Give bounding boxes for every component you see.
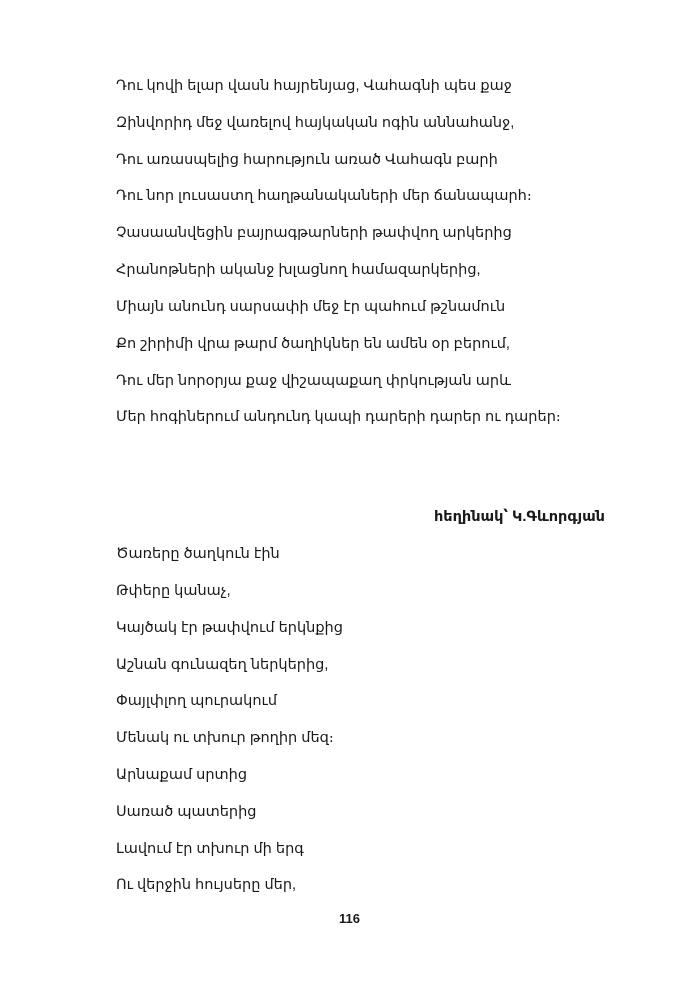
poem1-line-3: Դու առասպելից հարություն առած Վահագն բարի — [116, 152, 498, 168]
poem1-line-8: Քո շիրիմի վրա թարմ ծաղիկներ են ամեն օր բերում, — [116, 336, 510, 352]
poem1-line-10: Մեր հոգիներում անդունդ կապի դարերի դարեր ու դարեր։ — [116, 409, 561, 425]
poem2-line-8: Սառած պատերից — [116, 804, 257, 820]
poem1-line-5: Չասաանվեցին բայրագթարների թափվող արկերից — [116, 225, 512, 241]
poem1-line-4: Դու նոր լուսաստղ հաղթանակաների մեր ճանապարհ։ — [116, 188, 532, 204]
poem1-line-6: Հրանոթների ականջ խլացնող համազարկերից, — [116, 262, 481, 278]
poem1-line-7: Միայն անունդ սարսափի մեջ էր պահում թշնամուն — [116, 299, 506, 315]
poem2-line-7: Արնաքամ սրտից — [116, 767, 248, 783]
poem2-line-2: Թփերը կանաչ, — [116, 583, 231, 599]
poem1-line-9: Դու մեր նորօրյա քաջ վիշապաքաղ փրկության արև — [116, 373, 511, 389]
poem2-line-6: Մենակ ու տխուր թողիր մեզ։ — [116, 730, 334, 746]
page-number: 116 — [339, 911, 360, 926]
poem2-line-9: Լավում էր տխուր մի երգ — [116, 841, 304, 857]
poem1-line-2: Զինվորիդ մեջ վառելով հայկական ոգին աննահանջ, — [116, 115, 515, 131]
author-attribution: հեղինակ՝ Կ.Գևորգյան — [433, 509, 605, 525]
poem1-line-1: Դու կովի ելար վասն հայրենյաց, Վահագնի պես քաջ — [116, 78, 512, 94]
poem2-line-10: Ու վերջին հույսերը մեր, — [116, 877, 297, 893]
poem2-line-4: Աշնան գունազեղ ներկերից, — [116, 657, 329, 673]
poem2-line-3: Կայծակ էր թափվում երկնքից — [116, 620, 343, 636]
poem2-line-5: Փայլփլող պուրակում — [116, 693, 278, 709]
poem2-line-1: Ծառերը ծաղկուն էին — [116, 546, 280, 562]
